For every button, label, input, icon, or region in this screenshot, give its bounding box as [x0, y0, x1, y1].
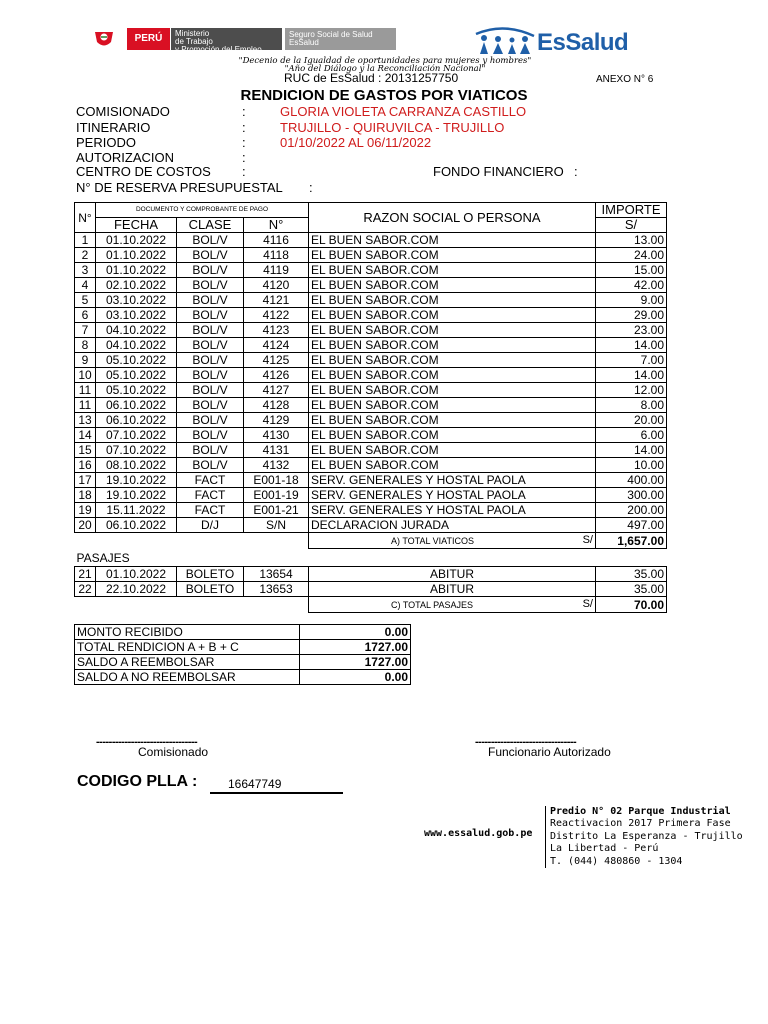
table-row	[75, 458, 667, 473]
signature-comisionado: Comisionado	[138, 745, 209, 759]
cell-n: 3	[75, 263, 96, 278]
cell-fecha: 03.10.2022	[96, 308, 177, 323]
table-row	[75, 567, 667, 582]
cell-fecha: 01.10.2022	[96, 567, 177, 582]
cell-n: 13	[75, 413, 96, 428]
cell-razon: EL BUEN SABOR.COM	[309, 263, 596, 278]
cell-n: 19	[75, 503, 96, 518]
essalud-brand: EsSalud	[537, 29, 629, 56]
total-viaticos-label: A) TOTAL VIATICOS	[391, 536, 475, 546]
header-importe: IMPORTE	[596, 203, 667, 218]
total-pasajes-currency: S/	[582, 598, 593, 610]
cell-razon: DECLARACION JURADA	[309, 518, 596, 533]
header-number: N°	[75, 203, 96, 233]
ruc-number: RUC de EsSalud : 20131257750	[284, 71, 459, 85]
seguro-social-logo	[285, 28, 396, 50]
cell-razon: EL BUEN SABOR.COM	[309, 323, 596, 338]
autorizacion-label: AUTORIZACION	[76, 150, 174, 165]
cell-n: 18	[75, 488, 96, 503]
colon: :	[242, 120, 246, 135]
address-line-5: T. (044) 480860 - 1304	[550, 856, 683, 867]
table-row	[75, 518, 667, 533]
cell-nro: 4127	[244, 383, 309, 398]
table-row	[75, 308, 667, 323]
header-nro: N°	[244, 218, 309, 233]
cell-n: 20	[75, 518, 96, 533]
essalud-family-icon	[474, 26, 536, 54]
itinerario-label: ITINERARIO	[76, 120, 151, 135]
cell-n: 14	[75, 428, 96, 443]
cell-fecha: 01.10.2022	[96, 233, 177, 248]
cell-clase: FACT	[177, 488, 244, 503]
colon: :	[242, 104, 246, 119]
address-line-2: Reactivacion 2017 Primera Fase	[550, 818, 731, 829]
cell-importe: 23.00	[596, 323, 667, 338]
cell-nro: 4122	[244, 308, 309, 323]
cell-nro: E001-21	[244, 503, 309, 518]
cell-nro: 4128	[244, 398, 309, 413]
cell-importe: 29.00	[596, 308, 667, 323]
cell-fecha: 22.10.2022	[96, 582, 177, 597]
header-fecha: FECHA	[96, 218, 177, 233]
cell-fecha: 03.10.2022	[96, 293, 177, 308]
cell-importe: 14.00	[596, 338, 667, 353]
cell-importe: 24.00	[596, 248, 667, 263]
cell-nro: 4123	[244, 323, 309, 338]
table-row	[75, 428, 667, 443]
total-viaticos-cell	[309, 533, 596, 549]
cell-razon: EL BUEN SABOR.COM	[309, 413, 596, 428]
summary-row	[75, 625, 411, 640]
cell-importe: 200.00	[596, 503, 667, 518]
cell-importe: 35.00	[596, 582, 667, 597]
codigo-underline	[210, 792, 343, 794]
header-currency: S/	[596, 218, 667, 233]
cell-n: 8	[75, 338, 96, 353]
anexo-number: ANEXO N° 6	[596, 74, 654, 85]
table-row	[75, 443, 667, 458]
header-clase: CLASE	[177, 218, 244, 233]
total-pasajes-label: C) TOTAL PASAJES	[391, 600, 474, 610]
table-row	[75, 278, 667, 293]
colon: :	[574, 164, 578, 179]
seguro-line-1: Seguro Social de Salud	[289, 30, 373, 39]
cell-clase: BOL/V	[177, 353, 244, 368]
table-row	[75, 233, 667, 248]
cell-razon: EL BUEN SABOR.COM	[309, 338, 596, 353]
table-row	[75, 398, 667, 413]
cell-razon: EL BUEN SABOR.COM	[309, 233, 596, 248]
cell-n: 1	[75, 233, 96, 248]
cell-fecha: 01.10.2022	[96, 248, 177, 263]
cell-clase: BOL/V	[177, 248, 244, 263]
cell-nro: 4119	[244, 263, 309, 278]
cell-n: 2	[75, 248, 96, 263]
peru-coat-of-arms-icon	[92, 28, 116, 50]
itinerario-value: TRUJILLO - QUIRUVILCA - TRUJILLO	[280, 120, 505, 135]
cell-importe: 42.00	[596, 278, 667, 293]
cell-razon: SERV. GENERALES Y HOSTAL PAOLA	[309, 473, 596, 488]
cell-nro: 4125	[244, 353, 309, 368]
spacer	[75, 597, 309, 613]
codigo-value: 16647749	[228, 777, 282, 791]
cell-nro: 4131	[244, 443, 309, 458]
cell-fecha: 08.10.2022	[96, 458, 177, 473]
cell-fecha: 05.10.2022	[96, 368, 177, 383]
table-row	[75, 488, 667, 503]
cell-importe: 20.00	[596, 413, 667, 428]
cell-importe: 300.00	[596, 488, 667, 503]
ministry-line-3: y Promoción del Empleo	[175, 45, 262, 54]
cell-nro: 4130	[244, 428, 309, 443]
periodo-label: PERIODO	[76, 135, 136, 150]
website-link[interactable]: www.essalud.gob.pe	[424, 828, 533, 839]
cell-razon: EL BUEN SABOR.COM	[309, 428, 596, 443]
cell-fecha: 05.10.2022	[96, 353, 177, 368]
cell-n: 16	[75, 458, 96, 473]
cell-value: 0.00	[300, 625, 411, 640]
total-viaticos-value: 1,657.00	[596, 533, 667, 549]
cell-importe: 14.00	[596, 443, 667, 458]
cell-label: SALDO A REEMBOLSAR	[75, 655, 300, 670]
cell-clase: FACT	[177, 503, 244, 518]
cell-fecha: 15.11.2022	[96, 503, 177, 518]
colon: :	[242, 150, 246, 165]
cell-razon: SERV. GENERALES Y HOSTAL PAOLA	[309, 488, 596, 503]
cell-n: 11	[75, 398, 96, 413]
address-line-3: Distrito La Esperanza - Trujillo	[550, 831, 743, 842]
cell-fecha: 19.10.2022	[96, 473, 177, 488]
cell-fecha: 04.10.2022	[96, 323, 177, 338]
cell-label: TOTAL RENDICION A + B + C	[75, 640, 300, 655]
cell-razon: EL BUEN SABOR.COM	[309, 278, 596, 293]
cell-nro: 4116	[244, 233, 309, 248]
cell-nro: 13654	[244, 567, 309, 582]
cell-nro: 4126	[244, 368, 309, 383]
address-line-1: Predio N° 02 Parque Industrial	[550, 806, 731, 817]
table-row	[75, 503, 667, 518]
reserva-presupuestal-label: N° DE RESERVA PRESUPUESTAL	[76, 180, 283, 195]
cell-importe: 6.00	[596, 428, 667, 443]
cell-clase: BOL/V	[177, 368, 244, 383]
cell-razon: EL BUEN SABOR.COM	[309, 383, 596, 398]
cell-n: 22	[75, 582, 96, 597]
summary-row	[75, 640, 411, 655]
cell-clase: BOL/V	[177, 263, 244, 278]
cell-fecha: 06.10.2022	[96, 398, 177, 413]
cell-value: 1727.00	[300, 655, 411, 670]
cell-importe: 400.00	[596, 473, 667, 488]
cell-clase: BOL/V	[177, 323, 244, 338]
cell-importe: 8.00	[596, 398, 667, 413]
page-title: RENDICION DE GASTOS POR VIATICOS	[240, 87, 528, 104]
periodo-value: 01/10/2022 AL 06/11/2022	[280, 135, 432, 150]
table-row	[75, 353, 667, 368]
cell-value: 0.00	[300, 670, 411, 685]
peru-label: PERÚ	[127, 28, 170, 50]
centro-costos-label: CENTRO DE COSTOS	[76, 164, 211, 179]
table-row	[75, 368, 667, 383]
cell-clase: BOL/V	[177, 443, 244, 458]
cell-n: 15	[75, 443, 96, 458]
cell-importe: 35.00	[596, 567, 667, 582]
header-document: DOCUMENTO Y COMPROBANTE DE PAGO	[96, 203, 309, 218]
cell-clase: BOL/V	[177, 233, 244, 248]
cell-fecha: 06.10.2022	[96, 413, 177, 428]
cell-clase: BOLETO	[177, 582, 244, 597]
motto-line-2: "Año del Diálogo y la Reconciliación Nacional"	[284, 64, 486, 74]
cell-importe: 15.00	[596, 263, 667, 278]
cell-nro: E001-19	[244, 488, 309, 503]
cell-label: MONTO RECIBIDO	[75, 625, 300, 640]
cell-n: 6	[75, 308, 96, 323]
summary-row	[75, 655, 411, 670]
summary-table	[74, 624, 411, 685]
spacer	[75, 533, 309, 549]
cell-n: 21	[75, 567, 96, 582]
cell-nro: 4132	[244, 458, 309, 473]
colon: :	[309, 180, 313, 195]
cell-importe: 7.00	[596, 353, 667, 368]
cell-nro: 4121	[244, 293, 309, 308]
cell-nro: 4120	[244, 278, 309, 293]
cell-clase: BOL/V	[177, 293, 244, 308]
cell-clase: FACT	[177, 473, 244, 488]
cell-fecha: 19.10.2022	[96, 488, 177, 503]
cell-nro: 13653	[244, 582, 309, 597]
cell-nro: S/N	[244, 518, 309, 533]
signature-line-funcionario: --------------------------------	[475, 736, 577, 748]
cell-clase: BOL/V	[177, 428, 244, 443]
expense-rows	[75, 233, 667, 533]
table-row	[75, 338, 667, 353]
cell-importe: 9.00	[596, 293, 667, 308]
table-row	[75, 248, 667, 263]
cell-razon: ABITUR	[309, 567, 596, 582]
cell-fecha: 07.10.2022	[96, 428, 177, 443]
signature-funcionario: Funcionario Autorizado	[488, 745, 611, 759]
cell-n: 11	[75, 383, 96, 398]
cell-fecha: 05.10.2022	[96, 383, 177, 398]
table-row	[75, 413, 667, 428]
address-divider	[545, 806, 546, 868]
cell-razon: EL BUEN SABOR.COM	[309, 398, 596, 413]
cell-razon: EL BUEN SABOR.COM	[309, 308, 596, 323]
table-row	[75, 263, 667, 278]
cell-razon: EL BUEN SABOR.COM	[309, 458, 596, 473]
total-viaticos-currency: S/	[582, 534, 593, 546]
table-row	[75, 582, 667, 597]
cell-razon: EL BUEN SABOR.COM	[309, 353, 596, 368]
cell-clase: BOL/V	[177, 338, 244, 353]
comisionado-label: COMISIONADO	[76, 104, 170, 119]
summary-row	[75, 670, 411, 685]
header-razon-social: RAZON SOCIAL O PERSONA	[309, 203, 596, 233]
cell-n: 4	[75, 278, 96, 293]
cell-clase: BOL/V	[177, 308, 244, 323]
signature-line-comisionado: --------------------------------	[96, 736, 198, 748]
total-pasajes-value: 70.00	[596, 597, 667, 613]
table-row	[75, 473, 667, 488]
cell-importe: 10.00	[596, 458, 667, 473]
fondo-financiero-label: FONDO FINANCIERO	[433, 164, 564, 179]
cell-importe: 14.00	[596, 368, 667, 383]
cell-razon: EL BUEN SABOR.COM	[309, 248, 596, 263]
address-line-4: La Libertad - Perú	[550, 843, 659, 854]
cell-n: 5	[75, 293, 96, 308]
cell-importe: 497.00	[596, 518, 667, 533]
cell-nro: E001-18	[244, 473, 309, 488]
cell-clase: BOL/V	[177, 278, 244, 293]
table-row	[75, 293, 667, 308]
cell-label: SALDO A NO REEMBOLSAR	[75, 670, 300, 685]
cell-importe: 12.00	[596, 383, 667, 398]
motto-line-1: "Decenio de la Igualdad de oportunidades para mujeres y hombres"	[238, 56, 532, 66]
cell-importe: 13.00	[596, 233, 667, 248]
cell-razon: EL BUEN SABOR.COM	[309, 368, 596, 383]
total-pasajes-cell	[309, 597, 596, 613]
pasajes-rows	[75, 567, 667, 597]
seguro-line-2: EsSalud	[289, 38, 319, 47]
cell-nro: 4129	[244, 413, 309, 428]
cell-clase: BOL/V	[177, 383, 244, 398]
colon: :	[242, 164, 246, 179]
table-row	[75, 323, 667, 338]
table-row	[75, 383, 667, 398]
cell-clase: BOL/V	[177, 398, 244, 413]
cell-fecha: 01.10.2022	[96, 263, 177, 278]
cell-n: 10	[75, 368, 96, 383]
cell-clase: D/J	[177, 518, 244, 533]
cell-razon: EL BUEN SABOR.COM	[309, 293, 596, 308]
ministry-logo	[171, 28, 282, 54]
cell-fecha: 02.10.2022	[96, 278, 177, 293]
cell-razon: EL BUEN SABOR.COM	[309, 443, 596, 458]
cell-fecha: 07.10.2022	[96, 443, 177, 458]
ministry-line-2: de Trabajo	[175, 37, 213, 46]
cell-n: 7	[75, 323, 96, 338]
cell-fecha: 06.10.2022	[96, 518, 177, 533]
cell-clase: BOL/V	[177, 413, 244, 428]
cell-clase: BOL/V	[177, 458, 244, 473]
cell-value: 1727.00	[300, 640, 411, 655]
cell-n: 17	[75, 473, 96, 488]
cell-razon: ABITUR	[309, 582, 596, 597]
cell-nro: 4118	[244, 248, 309, 263]
ministry-line-1: Ministerio	[175, 29, 210, 38]
cell-clase: BOLETO	[177, 567, 244, 582]
cell-razon: SERV. GENERALES Y HOSTAL PAOLA	[309, 503, 596, 518]
pasajes-label: PASAJES	[76, 550, 130, 565]
comisionado-value: GLORIA VIOLETA CARRANZA CASTILLO	[280, 104, 527, 119]
expenses-table	[74, 202, 667, 613]
colon: :	[242, 135, 246, 150]
cell-n: 9	[75, 353, 96, 368]
cell-nro: 4124	[244, 338, 309, 353]
codigo-label: CODIGO PLLA :	[77, 773, 198, 790]
cell-fecha: 04.10.2022	[96, 338, 177, 353]
